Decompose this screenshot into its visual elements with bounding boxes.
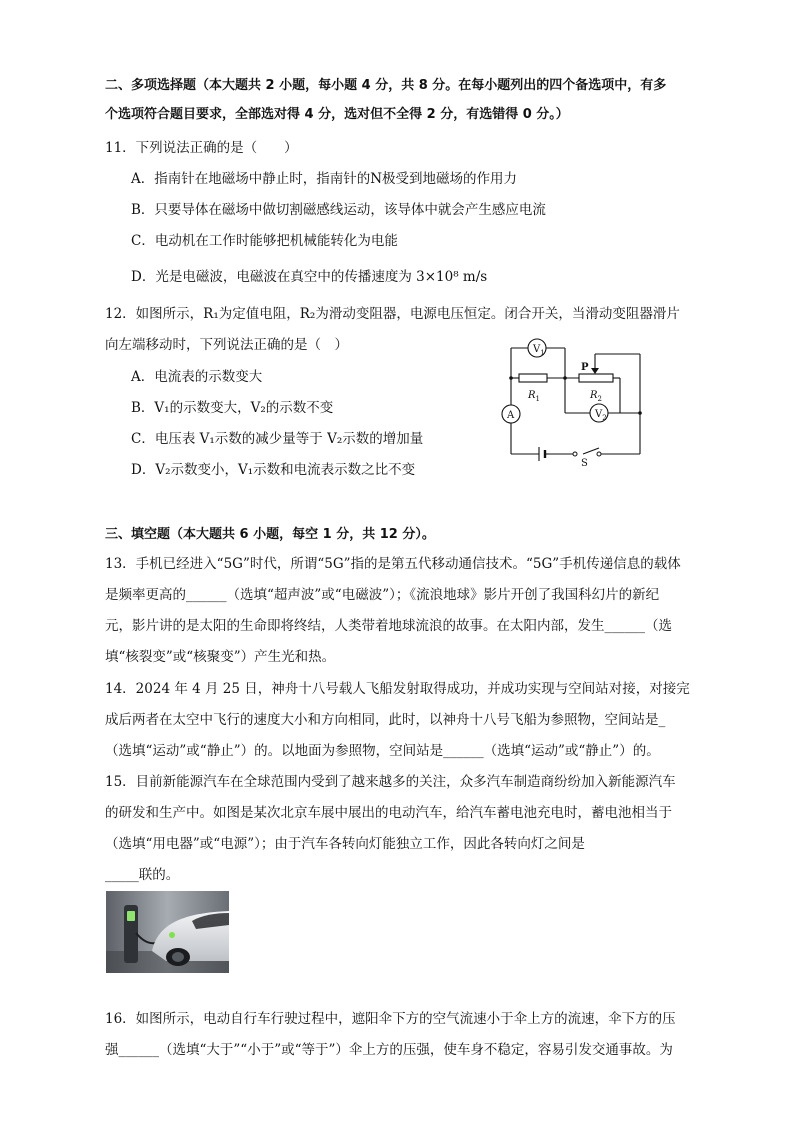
q16-line2: 强______（选填“大于”“小于”或“等于”）伞上方的压强，使车身不稳定，容易引发交通事故。为 — [105, 1042, 673, 1058]
q12-option-d: D．V₂示数变小，V₁示数和电流表示数之比不变 — [131, 462, 416, 478]
q13-line3: 元，影片讲的是太阳的生命即将终结，人类带着地球流浪的故事。在太阳内部，发生______（选 — [105, 618, 672, 634]
q15-line1: 15．目前新能源汽车在全球范围内受到了越来越多的关注，众多汽车制造商纷纷加入新能源汽车 — [105, 774, 676, 790]
r1-label: R — [528, 390, 536, 401]
q14-line3: （选填“运动”或“静止”）的。以地面为参照物，空间站是______（选填“运动”或“静止”）的。 — [105, 743, 660, 759]
q13-line2: 是频率更高的______（选填“超声波”或“电磁波”）；《流浪地球》影片开创了我国科幻片的新纪 — [105, 587, 660, 603]
q11-stem: 11．下列说法正确的是（ ） — [105, 140, 298, 156]
q11-option-b: B．只要导体在磁场中做切割磁感线运动，该导体中就会产生感应电流 — [131, 202, 546, 218]
ammeter-label: A — [507, 410, 515, 421]
q15-line3: （选填“用电器”或“电源”）；由于汽车各转向灯能独立工作，因此各转向灯之间是 — [105, 836, 585, 852]
q12-stem-line1: 12．如图所示，R₁为定值电阻，R₂为滑动变阻器，电源电压恒定。闭合开关，当滑动变阻器滑片 — [105, 306, 680, 322]
q11-option-d: D．光是电磁波，电磁波在真空中的传播速度为 3×10⁸ m/s — [131, 269, 488, 285]
q12-stem-line2: 向左端移动时，下列说法正确的是（ ） — [105, 337, 348, 353]
q16-line1: 16．如图所示，电动自行车行驶过程中，遮阳伞下方的空气流速小于伞上方的流速，伞下方的压 — [105, 1011, 676, 1027]
switch-label: S — [581, 458, 588, 468]
svg-text:V1: $V_1$ — [533, 344, 545, 357]
v2-label: V — [595, 409, 603, 420]
slider-label: P — [581, 362, 589, 373]
q13-line1: 13．手机已经进入“5G”时代，所谓“5G”指的是第五代移动通信技术。“5G”手机传递信息的载体 — [105, 556, 681, 572]
q11-option-c: C．电动机在工作时能够把机械能转化为电能 — [131, 233, 398, 249]
v1-label: V — [533, 344, 541, 355]
q15-line2: 的研发和生产中。如图是某次北京车展中展出的电动汽车，给汽车蓄电池充电时，蓄电池相当于 — [105, 805, 672, 821]
section3-heading: 三、填空题（本大题共 6 小题，每空 1 分，共 12 分）。 — [105, 527, 435, 542]
r2-label: R — [590, 390, 598, 401]
section2-heading-line2: 个选项符合题目要求，全部选对得 4 分，选对但不全得 2 分，有选错得 0 分。） — [105, 107, 569, 122]
q13-line4: 填“核裂变”或“核聚变”）产生光和热。 — [105, 649, 336, 665]
q15-line4: _____联的。 — [105, 867, 180, 883]
q14-line2: 成后两者在太空中飞行的速度大小和方向相同，此时，以神舟十八号飞船为参照物，空间站是_ — [105, 712, 666, 728]
q14-line1: 14．2024 年 4 月 25 日，神舟十八号载人飞船发射取得成功，并成功实现与空间站对接，对接完 — [105, 681, 690, 697]
r1-resistor — [519, 374, 547, 382]
switch-contact-icon — [573, 452, 577, 456]
section2-heading-line1: 二、多项选择题（本大题共 2 小题，每小题 4 分，共 8 分。在每小题列出的四个备选项中，有多 — [105, 78, 667, 93]
ev-charging-photo — [106, 891, 229, 973]
circuit-diagram — [495, 338, 650, 468]
svg-text:R1: $R_1$ — [528, 390, 540, 403]
q12-option-c: C．电压表 V₁示数的减少量等于 V₂示数的增加量 — [131, 431, 424, 447]
r2-rheostat — [579, 374, 613, 382]
q12-option-b: B．V₁的示数变大，V₂的示数不变 — [131, 400, 334, 416]
svg-text:V2: $V_2$ — [595, 409, 607, 422]
q11-option-a: A．指南针在地磁场中静止时，指南针的N极受到地磁场的作用力 — [131, 171, 518, 187]
q12-option-a: A．电流表的示数变大 — [131, 369, 263, 385]
svg-text:R2: $R_2$ — [590, 390, 602, 403]
